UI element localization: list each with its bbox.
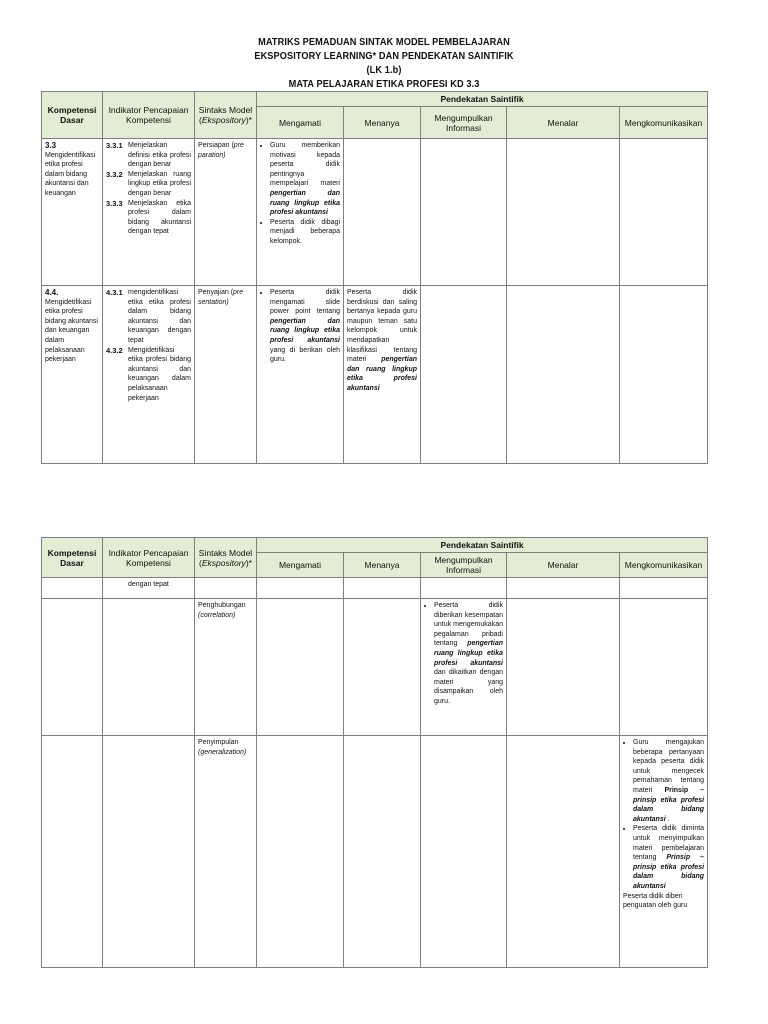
sintaks-cell-persiapan: Persiapan (pre paration)	[195, 139, 257, 286]
mengumpulkan-cell-1	[421, 139, 507, 286]
kd-cell-4-4	[42, 286, 103, 464]
indikator-cell-1	[103, 139, 195, 286]
header-menalar: Menalar	[507, 107, 620, 139]
header-mengumpulkan: Mengumpulkan Informasi	[421, 553, 507, 578]
mengumpulkan-cell-cont	[421, 578, 507, 599]
menanya-cell-3	[344, 599, 421, 736]
doc-title-line1: MATRIKS PEMADUAN SINTAK MODEL PEMBELAJARAN	[258, 37, 510, 48]
kd-text: Mengidentifikasi etika profesi dalam bidang akuntansi dan keuangan	[45, 151, 96, 197]
kd-cell-cont	[42, 578, 103, 599]
indikator-item: 3.3.3 Menjelaskan etika profesi dalam bidang akuntansi dengan tepat	[106, 198, 191, 236]
header-indikator: Indikator Pencapaian Kompetensi	[103, 92, 195, 139]
header-sintaks: Sintaks Model (Ekspository)*	[195, 538, 257, 578]
menanya-cell-cont	[344, 578, 421, 599]
closing-note: Peserta didik diberi penguatan oleh guru	[623, 892, 688, 910]
header-mengkomunikasikan: Mengkomunikasikan	[620, 553, 708, 578]
mengkomunikasikan-cell-cont	[620, 578, 708, 599]
indikator-item: 3.3.2 Menjelaskan ruang lingkup etika profesi dengan benar	[106, 169, 191, 197]
mengamati-cell-4	[257, 736, 344, 968]
matrix-table-2	[41, 537, 708, 968]
menalar-cell-1	[507, 139, 620, 286]
menanya-cell-4	[344, 736, 421, 968]
header-indikator: Indikator Pencapaian Kompetensi	[103, 538, 195, 578]
indikator-item: 4.3.2 Mengidetifikasi etika profesi bidang akuntansi dan keuangan dalam pelaksanaan pekerjaan	[106, 345, 191, 402]
mengamati-cell-cont	[257, 578, 344, 599]
indikator-cell-2	[103, 286, 195, 464]
menalar-cell-4	[507, 736, 620, 968]
kd-cell-3-3	[42, 139, 103, 286]
sintaks-cell-penghubungan: Penghubungan (correlation)	[195, 599, 257, 736]
indikator-cell-3	[103, 599, 195, 736]
menalar-cell-cont	[507, 578, 620, 599]
doc-title-line3: (LK 1.b)	[366, 65, 402, 76]
menanya-cell-2: Peserta didik berdiskusi dan saling bertanya kepada guru maupun teman satu kelompok untuk mendapatkan klasifikasi tentang materi pengertian dan ruang lingkup etika profesi akuntansi	[344, 286, 421, 464]
header-menanya: Menanya	[344, 553, 421, 578]
menalar-cell-3	[507, 599, 620, 736]
header-pendekatan-saintifik: Pendekatan Saintifik	[257, 538, 708, 553]
header-pendekatan-saintifik: Pendekatan Saintifik	[257, 92, 708, 107]
kd-number: 3.3	[45, 141, 57, 150]
indikator-cell-cont: dengan tepat	[103, 578, 195, 599]
header-mengamati: Mengamati	[257, 107, 344, 139]
menanya-cell-1	[344, 139, 421, 286]
sintaks-cell-penyajian: Penyajian (pre sentation)	[195, 286, 257, 464]
mengumpulkan-cell-3	[421, 599, 507, 736]
mengumpulkan-cell-2	[421, 286, 507, 464]
menalar-cell-2	[507, 286, 620, 464]
mengkomunikasikan-cell-1	[620, 139, 708, 286]
header-menanya: Menanya	[344, 107, 421, 139]
list-item: • Guru memberikan motivasi kepada peserta didik pentingnya mempelajari materi pengertian dan ruang lingkup etika profesi akuntansi	[270, 141, 340, 218]
mengumpulkan-cell-4	[421, 736, 507, 968]
mengkomunikasikan-cell-3	[620, 599, 708, 736]
header-kompetensi-dasar: Kompetensi Dasar	[42, 92, 103, 139]
doc-title-line4: MATA PELAJARAN ETIKA PROFESI KD 3.3	[288, 79, 480, 90]
mengamati-cell-2	[257, 286, 344, 464]
kd-cell-3	[42, 599, 103, 736]
kd-number: 4.4.	[45, 288, 59, 297]
list-item: • Peserta didik mengamati slide power point tentang pengertian dan ruang lingkup etika profesi akuntansi yang di berikan oleh guru.	[270, 288, 340, 365]
matrix-table-1	[41, 91, 708, 464]
list-item: • Peserta didik dibagi menjadi beberapa kelompok.	[270, 218, 340, 247]
mengkomunikasikan-cell-4	[620, 736, 708, 968]
mengamati-cell-3	[257, 599, 344, 736]
list-item: • Peserta didik diberikan kesempatan untuk mengemukakan pegalaman pribadi tentang pengertian ruang lingkup etika profesi akuntansi dan dikaitkan dengan materi yang disampaikan oleh guru.	[434, 601, 503, 707]
header-menalar: Menalar	[507, 553, 620, 578]
sintaks-cell-cont	[195, 578, 257, 599]
header-mengamati: Mengamati	[257, 553, 344, 578]
kd-text: Mengidetifikasi etika profesi bidang akuntansi dan keuangan dalam pelaksanaan pekerjaan	[45, 298, 98, 364]
mengkomunikasikan-cell-2	[620, 286, 708, 464]
sintaks-cell-penyimpulan: Penyimpulan (generalization)	[195, 736, 257, 968]
header-sintaks: Sintaks Model (Ekspository)*	[195, 92, 257, 139]
list-item: • Peserta didik diminta untuk menyimpulkan materi pembelajaran tentang Prinsip – prinsip etika profesi dalam bidang akuntansi	[633, 824, 704, 891]
header-mengumpulkan: Mengumpulkan Informasi	[421, 107, 507, 139]
mengamati-cell-1	[257, 139, 344, 286]
indikator-item: 3.3.1 Menjelaskan definisi etika profesi dengan benar	[106, 141, 191, 169]
indikator-cell-4	[103, 736, 195, 968]
indikator-item: 4.3.1 mengidentifikasi etika etika profesi dalam bidang akuntansi dan keuangan dengan tepat	[106, 288, 191, 344]
doc-title-line2: EKSPOSITORY LEARNING* DAN PENDEKATAN SAINTIFIK	[254, 51, 514, 62]
kd-cell-4	[42, 736, 103, 968]
header-kompetensi-dasar: Kompetensi Dasar	[42, 538, 103, 578]
header-mengkomunikasikan: Mengkomunikasikan	[620, 107, 708, 139]
list-item: • Guru mengajukan beberapa pertanyaan kepada peserta didik untuk mengecek pemahaman tentang materi Prinsip – prinsip etika profesi dalam bidang akuntansi .	[633, 738, 704, 824]
